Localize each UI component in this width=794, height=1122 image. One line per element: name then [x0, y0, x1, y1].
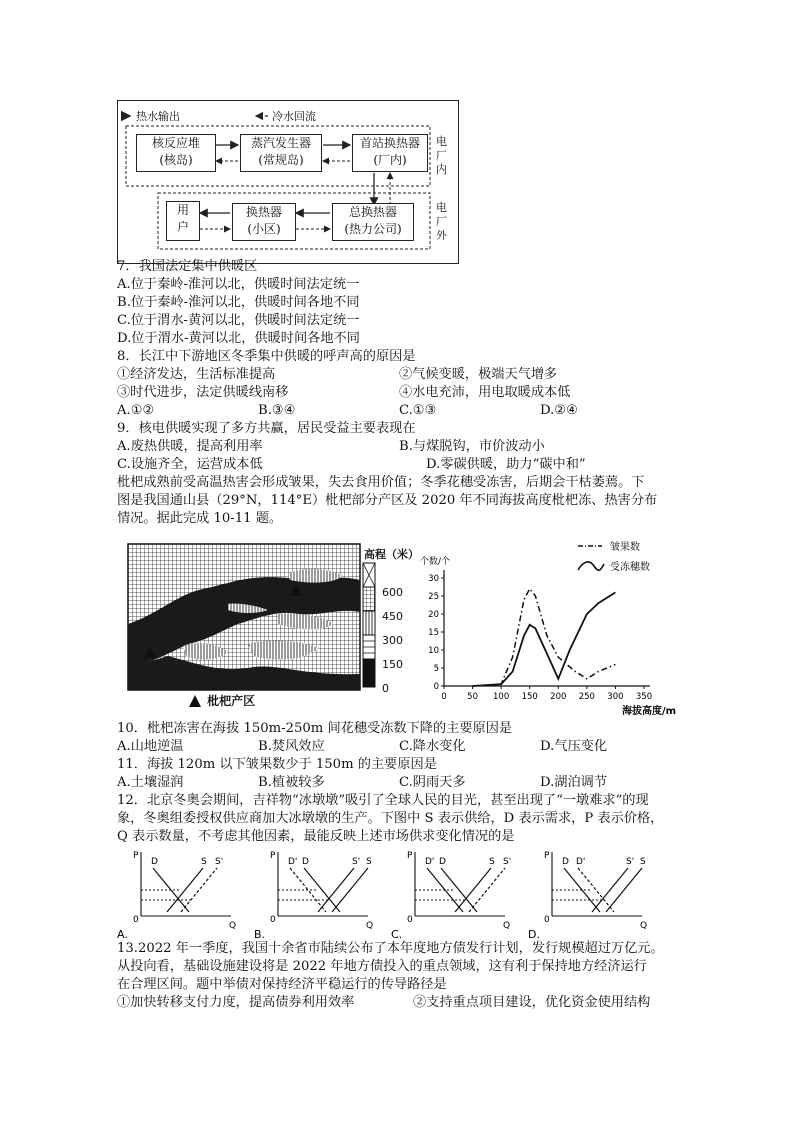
q7-stem: 7．我国法定集中供暖区 [117, 259, 258, 274]
x-tick-label: 50 [467, 692, 478, 702]
elev-tick-600: 600 [382, 586, 403, 599]
q8-stem: 8．长江中下游地区冬季集中供暖的呼声高的原因是 [117, 349, 416, 364]
curve-label-3-1: D' [425, 857, 435, 867]
q-label-4: Q [640, 921, 648, 931]
q10-choice-b: B.焚风效应 [258, 739, 325, 754]
q11-choice-d: D.湖泊调节 [540, 775, 608, 790]
user-box [166, 201, 200, 241]
curve-4-4 [606, 868, 642, 912]
q9-stem: 9．核电供暖实现了多方共赢，居民受益主要表现在 [117, 421, 416, 436]
curve-label-4-3: S' [626, 857, 635, 867]
triangle-icon [188, 694, 202, 708]
q-label-1: Q [229, 921, 237, 931]
terrain-map [128, 544, 360, 690]
curve-label-3-3: S [489, 857, 495, 867]
p-label-4: P [544, 851, 550, 861]
main-exchanger-sub: (热力公司) [344, 222, 402, 236]
p-label-1: P [133, 851, 139, 861]
curve-1-3 [181, 868, 217, 912]
q9-choice-b: B.与煤脱钩，市价波动小 [399, 439, 545, 454]
legend-label-1: 皱果数 [610, 542, 640, 553]
q8-item-3: ③时代进步，法定供暖线南移 [117, 385, 289, 400]
q13-item-2: ②支持重点项目建设，优化资金使用结构 [413, 995, 651, 1010]
x-tick-label: 250 [578, 692, 595, 702]
x-tick-label: 150 [521, 692, 538, 702]
q11-stem: 11．海拔 120m 以下皱果数少于 150m 的主要原因是 [117, 757, 437, 772]
x-axis-label: 海拔高度/m [622, 706, 677, 717]
q7-option-b: B.位于秦岭-淮河以北，供暖时间各地不同 [117, 295, 360, 310]
reactor-sub: (核岛) [159, 153, 193, 167]
label-outside: 电厂外 [436, 201, 447, 242]
q8-choice-d: D.②④ [540, 403, 578, 418]
label-inside: 电厂内 [436, 135, 447, 176]
curve-label-2-4: S [366, 857, 372, 867]
origin-label-2: 0 [270, 915, 276, 925]
q11-choice-b: B.植被较多 [258, 775, 325, 790]
x-tick-label: 350 [635, 692, 653, 702]
origin-label-4: 0 [544, 915, 550, 925]
chart-svg [418, 536, 677, 720]
curve-2-2 [304, 868, 340, 912]
supply-demand-graphs [117, 846, 677, 942]
curve-4-2 [578, 868, 614, 912]
user-label-2: 户 [176, 220, 189, 234]
q8-item-2: ②气候变暖，极端天气增多 [399, 367, 558, 382]
q8-choice-c: C.①③ [399, 403, 437, 418]
exchanger-box [232, 203, 296, 241]
first-station-sub: (厂内) [373, 153, 407, 167]
passage-line-3: 情况。据此完成 10-11 题。 [117, 511, 283, 526]
series-line-1 [473, 589, 616, 686]
curve-label-1-2: S [201, 857, 207, 867]
elevation-scale [362, 562, 378, 692]
curve-label-1-3: S' [215, 857, 224, 867]
q13-line-2: 从投向看，基础设施建设将是 2022 年地方债投入的重点领域，这有利于保持地方经济运行 [117, 959, 647, 974]
curve-label-4-4: S [640, 857, 646, 867]
steam-sub: (常规岛) [258, 153, 304, 167]
y-tick-label: 0 [433, 682, 439, 692]
q11-choice-a: A.土壤湿润 [117, 775, 184, 790]
y-tick-label: 10 [428, 646, 439, 656]
map-legend [188, 690, 255, 709]
q12-line-2: 象，冬奥组委授权供应商加大冰墩墩的生产。下图中 S 表示供给，D 表示需求，P 表示价格， [117, 811, 664, 826]
q10-choice-a: A.山地逆温 [117, 739, 184, 754]
curve-1-2 [167, 868, 203, 912]
q13-line-3: 在合理区间。题中举债对保持经济平稳运行的传导路径是 [117, 977, 447, 992]
curve-label-4-2: D' [576, 857, 586, 867]
sd-graphs-svg [117, 846, 677, 942]
passage-line-2: 图是我国通山县（29°N，114°E）枇杷部分产区及 2020 年不同海拔高度枇杷冻、热害分布 [117, 493, 658, 508]
graph-label-2: B. [254, 928, 266, 941]
legend-label-2: 受冻穗数 [610, 562, 650, 573]
graph-label-1: A. [117, 928, 128, 941]
q10-choice-c: C.降水变化 [399, 739, 466, 754]
curve-3-4 [469, 868, 505, 912]
y-axis-label: 个数/个 [420, 557, 451, 567]
curve-4-3 [592, 868, 628, 912]
curve-label-3-2: D [439, 857, 446, 867]
y-tick-label: 20 [428, 610, 439, 620]
elev-tick-150: 150 [382, 658, 403, 671]
q-label-2: Q [366, 921, 374, 931]
legend-swatch-2 [578, 562, 604, 570]
elev-tick-0: 0 [382, 682, 389, 695]
reactor-box [136, 134, 216, 172]
q13-line-1: 13.2022 年一季度，我国十余省市陆续公布了本年度地方债发行计划，发行规模超过万亿元。 [117, 941, 664, 956]
exchanger-label: 换热器 [245, 205, 282, 219]
p-label-2: P [270, 851, 276, 861]
curve-label-3-4: S' [503, 857, 512, 867]
curve-label-2-1: D' [288, 857, 298, 867]
graph-label-4: D. [528, 928, 540, 941]
first-station-box [352, 134, 428, 172]
q13-item-1: ①加快转移支付力度，提高债券利用效率 [117, 995, 355, 1010]
elev-tick-450: 450 [382, 610, 403, 623]
curve-2-3 [318, 868, 354, 912]
q12-line-3: Q 表示数量，不考虑其他因素，最能反映上述市场供求变化情况的是 [117, 829, 515, 844]
q11-choice-c: C.阴雨天多 [399, 775, 466, 790]
steam-label: 蒸汽发生器 [250, 136, 311, 150]
q7-option-d: D.位于渭水-黄河以北，供暖时间各地不同 [117, 331, 360, 346]
passage-line-1: 枇杷成熟前受高温热害会形成皱果，失去食用价值；冬季花穗受冻害，后期会干枯萎蔫。下 [117, 475, 645, 490]
q9-choice-a: A.废热供暖，提高利用率 [117, 439, 263, 454]
y-tick-label: 5 [433, 664, 439, 674]
p-label-3: P [407, 851, 413, 861]
reactor-label: 核反应堆 [151, 136, 200, 150]
map-legend-label: 枇杷产区 [207, 694, 256, 708]
q10-stem: 10．枇杷冻害在海拔 150m-250m 间花穗受冻数下降的主要原因是 [117, 721, 513, 736]
q7-option-a: A.位于秦岭-淮河以北，供暖时间法定统一 [117, 277, 360, 292]
curve-label-2-2: D [302, 857, 309, 867]
x-tick-label: 200 [550, 692, 567, 702]
user-label-1: 用 [176, 203, 189, 217]
y-tick-label: 25 [428, 592, 439, 602]
q12-line-1: 12．北京冬奥会期间，吉祥物“冰墩墩”吸引了全球人民的目光，甚至出现了“一墩难求”的现 [117, 793, 649, 808]
line-chart [418, 536, 677, 720]
curve-label-1-1: D [151, 857, 158, 867]
main-exchanger-box [332, 203, 414, 241]
series-line-2 [473, 592, 616, 686]
x-tick-label: 0 [441, 692, 447, 702]
exchanger-sub: (小区) [247, 222, 281, 236]
q9-choice-d: D.零碳供暖，助力“碳中和” [426, 457, 586, 472]
q8-choice-a: A.①② [117, 403, 155, 418]
x-tick-label: 100 [493, 692, 510, 702]
y-tick-label: 15 [428, 628, 439, 638]
y-tick-label: 30 [428, 574, 439, 584]
q7-option-c: C.位于渭水-黄河以北，供暖时间法定统一 [117, 313, 360, 328]
curve-2-4 [332, 868, 368, 912]
graph-label-3: C. [391, 928, 403, 941]
loquat-map [128, 544, 360, 690]
x-tick-label: 300 [607, 692, 624, 702]
curve-label-4-1: D [562, 857, 569, 867]
steam-box [240, 134, 322, 172]
elev-tick-300: 300 [382, 634, 403, 647]
flow-diagram [117, 100, 459, 264]
elevation-title: 高程（米） [364, 548, 419, 561]
legend-cold: 冷水回流 [272, 110, 316, 123]
q8-item-1: ①经济发达，生活标准提高 [117, 367, 276, 382]
q10-choice-d: D.气压变化 [540, 739, 608, 754]
q9-choice-c: C.设施齐全，运营成本低 [117, 457, 263, 472]
origin-label-3: 0 [407, 915, 413, 925]
q8-item-4: ④水电充沛，用电取暖成本低 [399, 385, 571, 400]
q8-choice-b: B.③④ [258, 403, 296, 418]
main-exchanger-label: 总换热器 [348, 205, 397, 219]
legend-hot: 热水输出 [136, 110, 180, 123]
curve-3-2 [441, 868, 477, 912]
first-station-label: 首站换热器 [359, 136, 420, 150]
q-label-3: Q [503, 921, 511, 931]
origin-label-1: 0 [133, 915, 139, 925]
curve-3-3 [455, 868, 491, 912]
curve-label-2-3: S' [352, 857, 361, 867]
